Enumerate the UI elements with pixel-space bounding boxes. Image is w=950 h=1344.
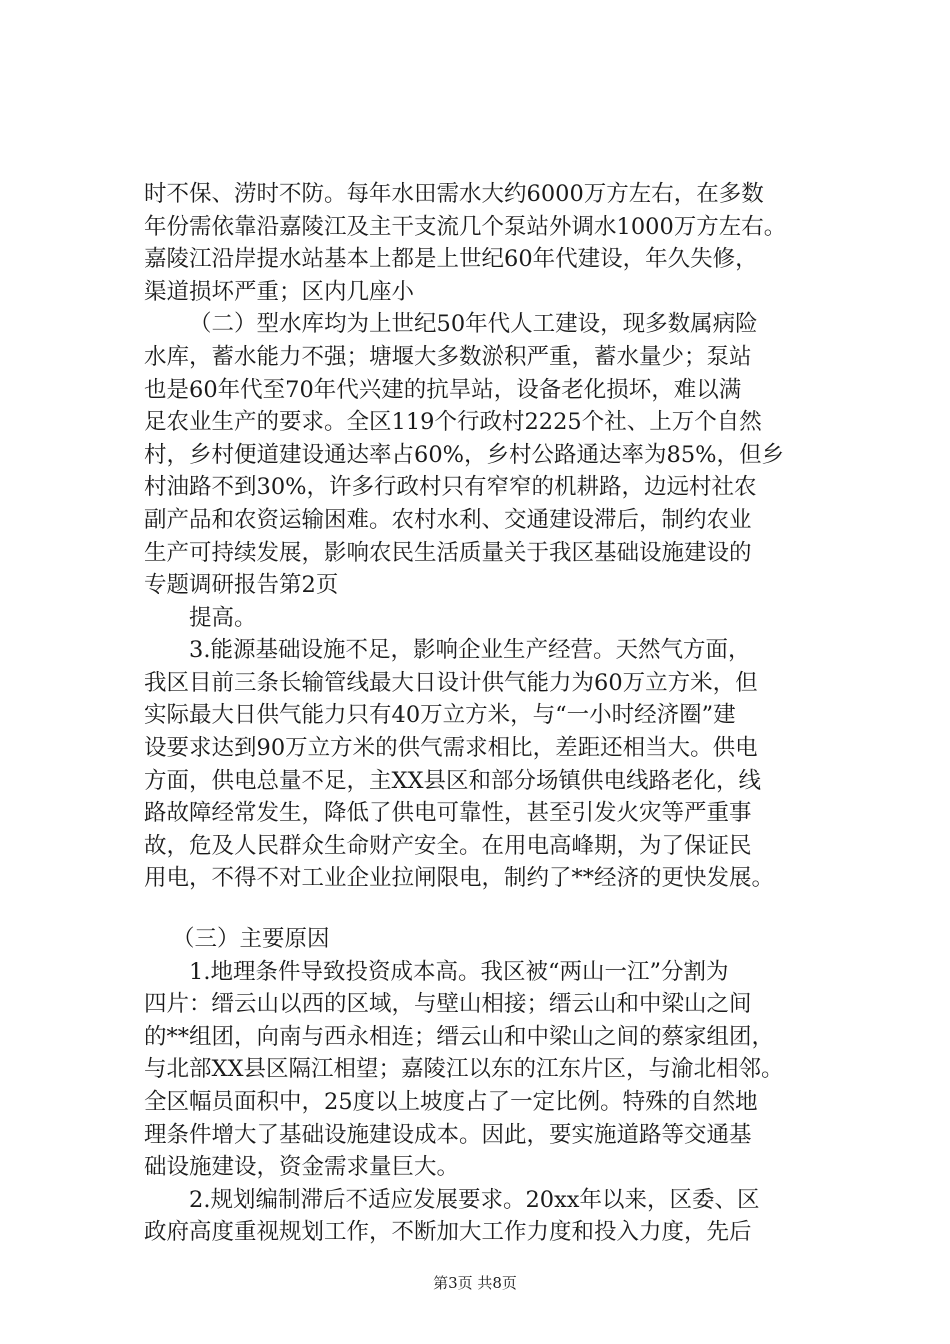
text-line: 政府高度重视规划工作，不断加大工作力度和投入力度，先后 — [144, 1219, 752, 1245]
page-footer: 第3页 共8页 — [433, 1274, 517, 1292]
section-heading: （二）型水库均为上世纪50年代人工建设，现多数属病险 — [189, 311, 758, 337]
text-line: 生产可持续发展，影响农民生活质量关于我区基础设施建设的 — [144, 540, 752, 566]
text-line: 水库，蓄水能力不强；塘堰大多数淤积严重，蓄水量少；泵站 — [144, 344, 752, 370]
text-line: 年份需依靠沿嘉陵江及主干支流几个泵站外调水1000万方左右。 — [144, 214, 787, 240]
text-line: 设要求达到90万立方米的供气需求相比，差距还相当大。供电 — [144, 735, 758, 761]
text-line: 故，危及人民群众生命财产安全。在用电高峰期，为了保证民 — [144, 833, 752, 859]
text-line: 我区目前三条长输管线最大日设计供气能力为60万立方米，但 — [144, 670, 758, 696]
paragraph-start: 2.规划编制滞后不适应发展要求。20xx年以来，区委、区 — [189, 1187, 760, 1213]
text-line: 础设施建设，资金需求量巨大。 — [144, 1154, 460, 1180]
paragraph-start: 1.地理条件导致投资成本高。我区被“两山一江”分割为 — [189, 959, 729, 985]
text-line: 四片：缙云山以西的区域，与壁山相接；缙云山和中梁山之间 — [144, 991, 752, 1017]
text-line: 全区幅员面积中，25度以上坡度占了一定比例。特殊的自然地 — [144, 1089, 758, 1115]
text-line: 路故障经常发生，降低了供电可靠性，甚至引发火灾等严重事 — [144, 800, 752, 826]
text-line: 嘉陵江沿岸提水站基本上都是上世纪60年代建设，年久失修， — [144, 246, 758, 272]
paragraph-start: 3.能源基础设施不足，影响企业生产经营。天然气方面， — [189, 637, 751, 663]
text-line: 村油路不到30%，许多行政村只有窄窄的机耕路，边远村社农 — [144, 474, 757, 500]
text-line: 也是60年代至70年代兴建的抗旱站，设备老化损坏，难以满 — [144, 377, 742, 403]
text-line: 理条件增大了基础设施建设成本。因此，要实施道路等交通基 — [144, 1122, 752, 1148]
text-line: 足农业生产的要求。全区119个行政村2225个社、上万个自然 — [144, 409, 762, 435]
text-line: 村，乡村便道建设通达率占60%，乡村公路通达率为85%，但乡 — [144, 442, 785, 468]
text-line: 专题调研报告第2页 — [144, 572, 339, 598]
text-line: 时不保、涝时不防。每年水田需水大约6000万方左右，在多数 — [144, 181, 764, 207]
text-line: 与北部XX县区隔江相望；嘉陵江以东的江东片区，与渝北相邻。 — [144, 1056, 784, 1082]
text-line: 提高。 — [189, 605, 257, 631]
text-line: 副产品和农资运输困难。农村水利、交通建设滞后，制约农业 — [144, 507, 752, 533]
text-line: 的**组团，向南与西永相连；缙云山和中梁山之间的蔡家组团， — [144, 1024, 775, 1050]
text-line: 实际最大日供气能力只有40万立方米，与“一小时经济圈”建 — [144, 702, 736, 728]
text-line: 用电，不得不对工业企业拉闸限电，制约了**经济的更快发展。 — [144, 865, 775, 891]
section-heading: （三）主要原因 — [172, 926, 330, 952]
text-line: 方面，供电总量不足，主XX县区和部分场镇供电线路老化，线 — [144, 768, 762, 794]
text-line: 渠道损坏严重；区内几座小 — [144, 279, 415, 305]
